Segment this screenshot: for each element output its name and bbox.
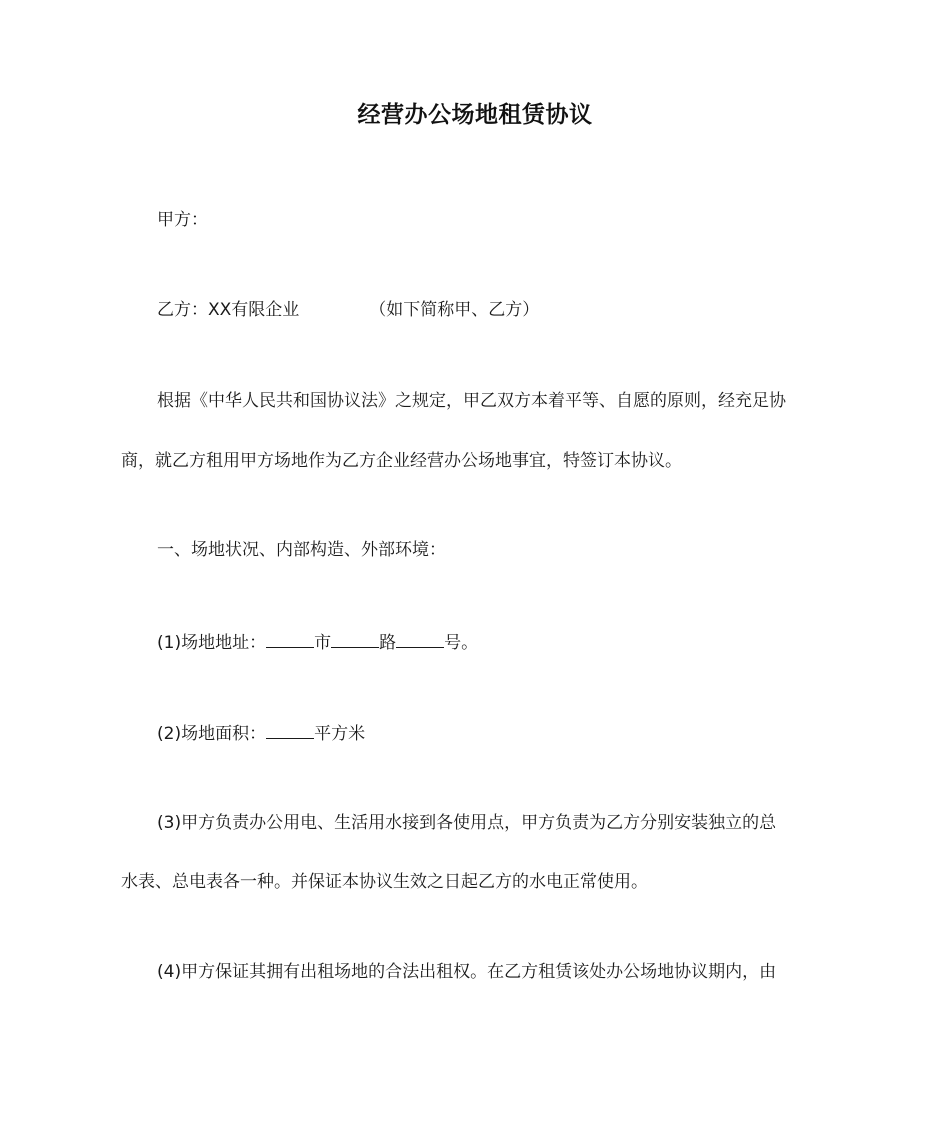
section-1-heading [157, 538, 446, 562]
address-road-blank [331, 629, 379, 648]
item-1-city: 市 [314, 633, 332, 653]
party-a-line [157, 208, 208, 232]
party-b-line [157, 298, 539, 322]
item-1-road: 路 [379, 633, 397, 653]
party-b-label: 乙方： [157, 300, 208, 320]
party-a-label: 甲方： [157, 210, 208, 230]
party-b-name: XX有限企业 [208, 300, 300, 320]
item-2-label: (2)场地面积： [157, 724, 267, 744]
document-title: 经营办公场地租赁协议 [357, 102, 593, 128]
item-1-label: (1)场地地址： [157, 633, 267, 653]
address-city-blank [266, 629, 314, 648]
item-1-address [157, 629, 478, 655]
section-1-heading-text: 一、场地状况、内部构造、外部环境： [157, 540, 446, 560]
item-1-number: 号。 [444, 633, 479, 653]
item-2-area [157, 720, 365, 746]
preamble-line-1 [157, 389, 786, 413]
area-blank [266, 720, 314, 739]
preamble-text-1: 根据《中华人民共和国协议法》之规定，甲乙双方本着平等、自愿的原则，经充足协 [157, 391, 786, 411]
preamble-text-2: 商，就乙方租用甲方场地作为乙方企业经营办公场地事宜，特签订本协议。 [121, 451, 682, 471]
party-note: （如下简称甲、乙方） [369, 300, 540, 320]
item-3-text-2: 水表、总电表各一种。并保证本协议生效之日起乙方的水电正常使用。 [121, 872, 648, 892]
item-2-unit: 平方米 [314, 724, 366, 744]
item-4-line-1 [157, 960, 776, 984]
item-4-text-1: (4)甲方保证其拥有出租场地的合法出租权。在乙方租赁该处办公场地协议期内，由 [157, 962, 777, 982]
item-3-line-1 [157, 811, 776, 835]
item-3-text-1: (3)甲方负责办公用电、生活用水接到各使用点，甲方负责为乙方分别安装独立的总 [157, 813, 777, 833]
address-number-blank [396, 629, 444, 648]
preamble-line-2 [121, 449, 682, 473]
item-3-line-2 [121, 870, 648, 894]
